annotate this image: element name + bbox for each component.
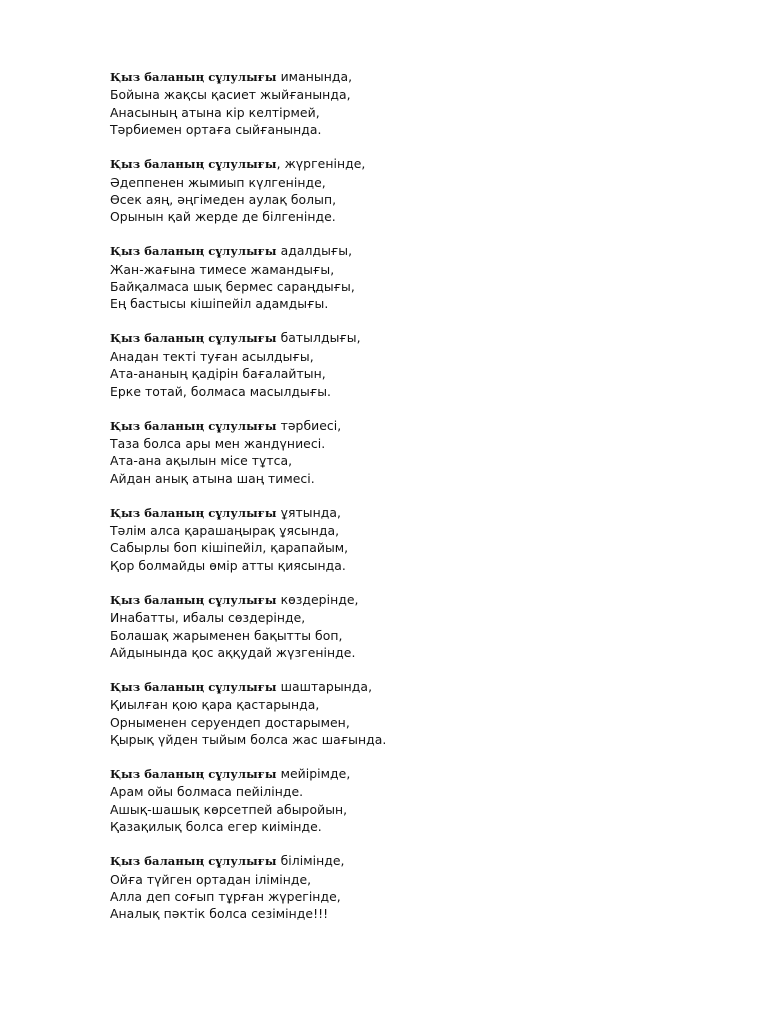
first-line-rest: тәрбиесі, [276, 417, 342, 433]
poem-line: Ерке тотай, болмаса масылдығы. [110, 383, 332, 399]
stanza [110, 329, 710, 400]
stanza-first-line [110, 852, 710, 870]
poem-line: Бойына жақсы қасиет жыйғанында, [110, 87, 351, 103]
first-line-rest: ұятында, [276, 504, 341, 520]
poem-line: Орынын қай жерде де білгенінде. [110, 209, 336, 225]
stanza-first-line [110, 417, 710, 435]
lead-phrase: Қыз баланың сұлулығы [110, 70, 277, 84]
stanza [110, 678, 710, 749]
first-line-rest: батылдығы, [276, 330, 361, 346]
poem-line: Ойға түйген ортадан ілімінде, [110, 871, 312, 887]
first-line-rest: , жүргенінде, [276, 156, 366, 172]
poem [110, 68, 710, 939]
poem-line: Өсек аяң, әңгімеден аулақ болып, [110, 191, 337, 207]
lead-phrase: Қыз баланың сұлулығы [110, 767, 277, 781]
poem-line: Байқалмаса шық бермес сараңдығы, [110, 279, 355, 295]
lead-phrase: Қыз баланың сұлулығы [110, 505, 277, 520]
first-line-rest: иманында, [276, 69, 353, 84]
first-line-rest: адалдығы, [276, 243, 353, 259]
poem-line: Ашық-шашық көрсетпей абыройын, [110, 801, 348, 817]
stanza [110, 155, 710, 226]
first-line-rest: шаштарында, [276, 678, 373, 694]
poem-line: Қиылған қою қара қастарында, [110, 697, 320, 713]
lead-phrase: Қыз баланың сұлулығы [110, 854, 277, 869]
stanza [110, 591, 710, 662]
poem-line: Қор болмайды өмір атты қиясында. [110, 557, 346, 573]
poem-line: Ата-ана ақылын місе тұтса, [110, 453, 293, 469]
poem-line: Қазақилық болса егер киімінде. [110, 819, 322, 835]
poem-line: Тәлім алса қарашаңырақ ұясында, [110, 523, 340, 539]
poem-line: Тәрбиемен ортаға сыйғанында. [110, 122, 322, 138]
stanza-first-line [110, 242, 710, 260]
poem-line: Алла деп соғып тұрған жүрегінде, [110, 888, 341, 904]
stanza-first-line [110, 591, 710, 609]
stanza [110, 242, 710, 313]
first-line-rest: мейірімде, [276, 766, 351, 781]
poem-line: Сабырлы боп кішіпейіл, қарапайым, [110, 540, 349, 556]
stanza [110, 765, 710, 836]
poem-line: Айдан анық атына шаң тимесі. [110, 470, 315, 486]
poem-line: Инабатты, ибалы сөздерінде, [110, 610, 306, 626]
poem-line: Жан-жағына тимесе жамандығы, [110, 261, 335, 277]
poem-line: Болашақ жарыменен бақытты боп, [110, 627, 343, 643]
stanza-first-line [110, 678, 710, 696]
poem-line: Таза болса ары мен жандүниесі. [110, 435, 326, 451]
lead-phrase: Қыз баланың сұлулығы [110, 331, 277, 346]
poem-line: Қырық үйден тыйым болса жас шағында. [110, 732, 387, 748]
poem-line: Ата-ананың қадірін бағалайтын, [110, 366, 326, 382]
stanza [110, 852, 710, 923]
poem-line: Әдеппенен жымиып күлгенінде, [110, 174, 326, 190]
poem-line: Ең бастысы кішіпейіл адамдығы. [110, 296, 329, 312]
lead-phrase: Қыз баланың сұлулығы [110, 592, 277, 607]
poem-line: Анасының атына кір келтірмей, [110, 104, 320, 120]
lead-phrase: Қыз баланың сұлулығы [110, 418, 277, 433]
lead-phrase: Қыз баланың сұлулығы [110, 679, 277, 694]
lead-phrase: Қыз баланың сұлулығы [110, 244, 277, 259]
stanza-first-line [110, 329, 710, 347]
poem-line: Арам ойы болмаса пейілінде. [110, 784, 304, 800]
poem-line: Аналық пәктік болса сезімінде!!! [110, 906, 329, 922]
poem-line: Айдынында қос аққудай жүзгенінде. [110, 644, 356, 660]
stanza [110, 417, 710, 488]
lead-phrase: Қыз баланың сұлулығы [110, 157, 277, 172]
first-line-rest: көздерінде, [276, 591, 359, 607]
stanza-first-line [110, 765, 710, 783]
stanza-first-line [110, 504, 710, 522]
poem-line: Анадан текті туған асылдығы, [110, 348, 314, 364]
stanza-first-line [110, 68, 710, 86]
poem-line: Орныменен серуендеп достарымен, [110, 714, 350, 730]
stanza [110, 68, 710, 139]
stanza-first-line [110, 155, 710, 173]
first-line-rest: білімінде, [276, 853, 345, 869]
stanza [110, 504, 710, 575]
